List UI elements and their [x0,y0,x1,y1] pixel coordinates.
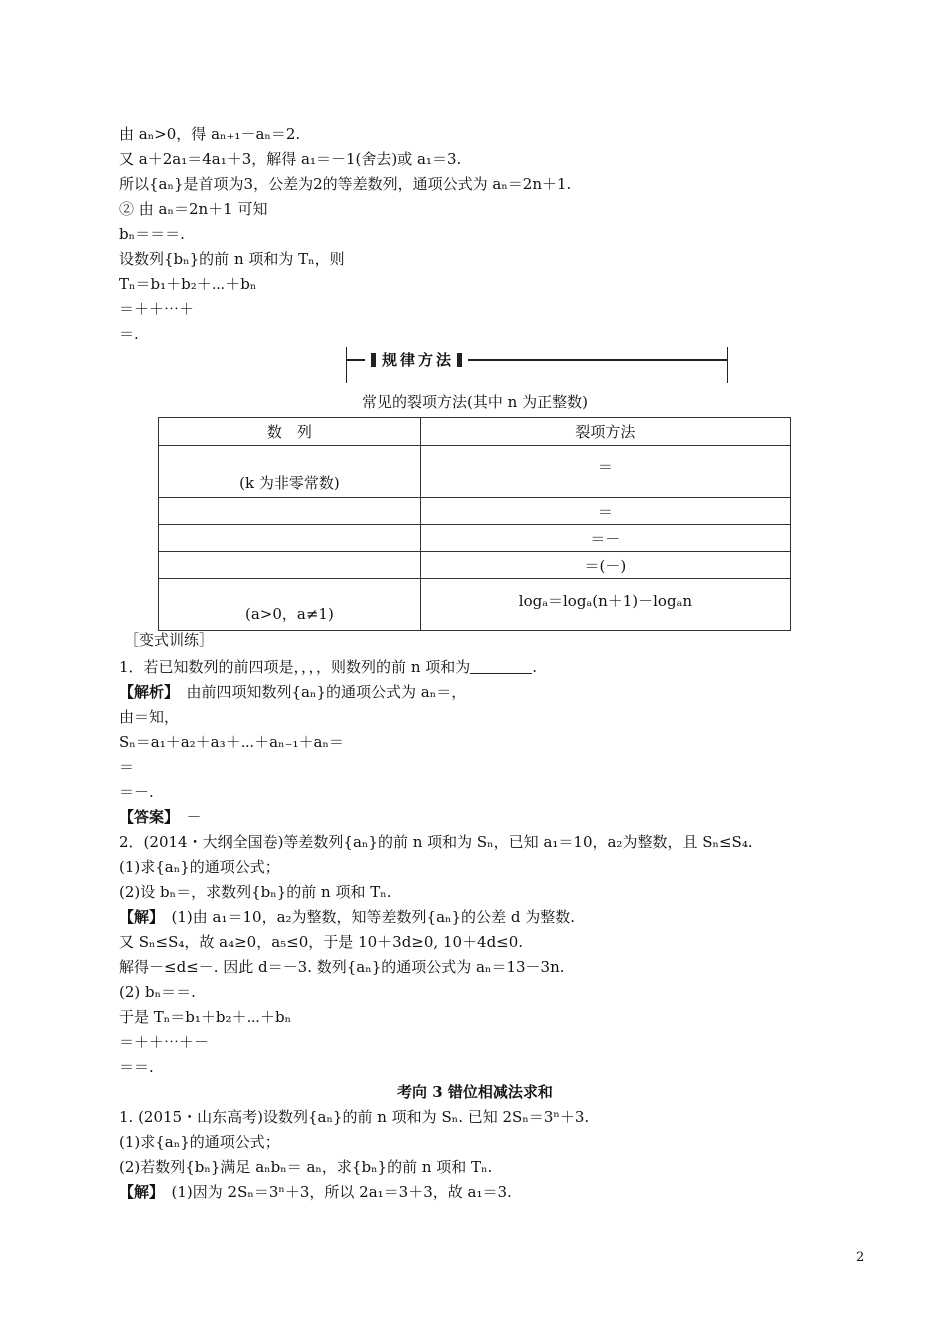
table-row [159,579,791,631]
text-line: 又 a＋2a₁＝4a₁＋3，解得 a₁＝－1(舍去)或 a₁＝3. [119,150,462,168]
table-row [159,552,791,579]
text-line: 由＝知， [119,708,180,726]
text-line: 又 Sₙ≤S₄，故 a₄≥0，a₅≤0，于是 10＋3d≥0, 10＋4d≤0. [119,933,524,951]
text-line: ＝＝. [119,1058,154,1076]
text-line: ＝－. [119,783,154,801]
table-cell [159,552,421,579]
answer-line [119,807,202,827]
text-line: 解得－≤d≤－. 因此 d＝－3. 数列{aₙ}的通项公式为 aₙ＝13－3n. [119,958,565,976]
cell-text: (k 为非零常数) [239,474,340,492]
text-line: ＝. [119,325,139,343]
header-cell-sequence: 数 列 [159,418,421,446]
solution-text: (1)由 a₁＝10，a₂为整数，知等差数列{aₙ}的公差 d 为整数. [156,908,575,926]
question-1-end: . [532,658,538,676]
question-2: 2．(2014・大纲全国卷)等差数列{aₙ}的前 n 项和为 Sₙ，已知 a₁＝10，a₂为整数，且 Sₙ≤S₄. [119,833,753,851]
text-line: ② 由 aₙ＝2n＋1 可知 [119,200,268,218]
solution-text: (1)因为 2Sₙ＝3ⁿ＋3，所以 2a₁＝3＋3，故 a₁＝3. [156,1183,512,1201]
table-row [159,525,791,552]
table-cell [159,579,421,631]
section-header-box [346,347,728,383]
text-line: (2)若数列{bₙ}满足 aₙbₙ＝ aₙ，求{bₙ}的前 n 项和 Tₙ. [119,1158,493,1176]
table-cell [420,446,790,498]
table-cell: ＝－ [420,525,790,552]
table-cell [420,579,790,631]
cell-text: (a>0，a≠1) [244,605,334,623]
solution-line [119,907,575,927]
text-line: ＝ [119,758,135,776]
cell-text: logₐ＝logₐ(n＋1)－logₐn [518,592,693,610]
text-line: (1)求{aₙ}的通项公式； [119,1133,280,1151]
answer-label: 【答案】 [119,808,172,826]
solution-label: 【解】 [119,908,157,926]
table-row [159,498,791,525]
answer-text: － [171,808,202,826]
practice-label: ［变式训练］ [124,631,215,649]
text-line: ＝＋＋⋯＋ [119,300,195,318]
table-title: 常见的裂项方法(其中 n 为正整数) [362,393,588,411]
table-cell: ＝(－) [420,552,790,579]
question-1-text: 1．若已知数列的前四项是，，，，则数列的前 n 项和为 [119,658,471,676]
cell-text: ＝ [597,458,613,476]
table-cell [159,498,421,525]
solution-label: 【解】 [119,1183,157,1201]
text-line: 于是 Tₙ＝b₁＋b₂＋⋯＋bₙ [119,1008,292,1026]
solution-line [119,1182,512,1202]
header-cell-method: 裂项方法 [420,418,790,446]
analysis-text: 由前四项知数列{aₙ}的通项公式为 aₙ＝， [171,683,467,701]
section-header-label: 规律方法 [365,349,468,370]
text-line: 设数列{bₙ}的前 n 项和为 Tₙ，则 [119,250,345,268]
table-row [159,446,791,498]
question-1 [119,657,537,677]
section-3-title: 考向 3 错位相减法求和 [397,1083,553,1101]
split-term-table [158,417,791,631]
text-line: ＝＋＋⋯＋－ [119,1033,210,1051]
table-cell [159,525,421,552]
question-3: 1. (2015・山东高考)设数列{aₙ}的前 n 项和为 Sₙ. 已知 2Sₙ＝3ⁿ＋3. [119,1108,590,1126]
text-line: (1)求{aₙ}的通项公式； [119,858,280,876]
text-line: bₙ＝＝＝. [119,225,185,243]
text-line: Sₙ＝a₁＋a₂＋a₃＋⋯＋aₙ₋₁＋aₙ＝ [119,733,344,751]
table-cell [159,446,421,498]
analysis-line [119,682,466,702]
text-line: (2) bₙ＝＝. [119,983,196,1001]
text-line: (2)设 bₙ＝，求数列{bₙ}的前 n 项和 Tₙ. [119,883,392,901]
table-header-row [159,418,791,446]
analysis-label: 【解析】 [119,683,172,701]
page-number: 2 [856,1250,865,1265]
table-cell: ＝ [420,498,790,525]
text-line: 由 aₙ>0，得 aₙ₊₁－aₙ＝2. [119,125,301,143]
text-line: 所以{aₙ}是首项为3，公差为2的等差数列，通项公式为 aₙ＝2n＋1. [119,175,572,193]
text-line: Tₙ＝b₁＋b₂＋⋯＋bₙ [119,275,257,293]
answer-blank [470,659,532,674]
